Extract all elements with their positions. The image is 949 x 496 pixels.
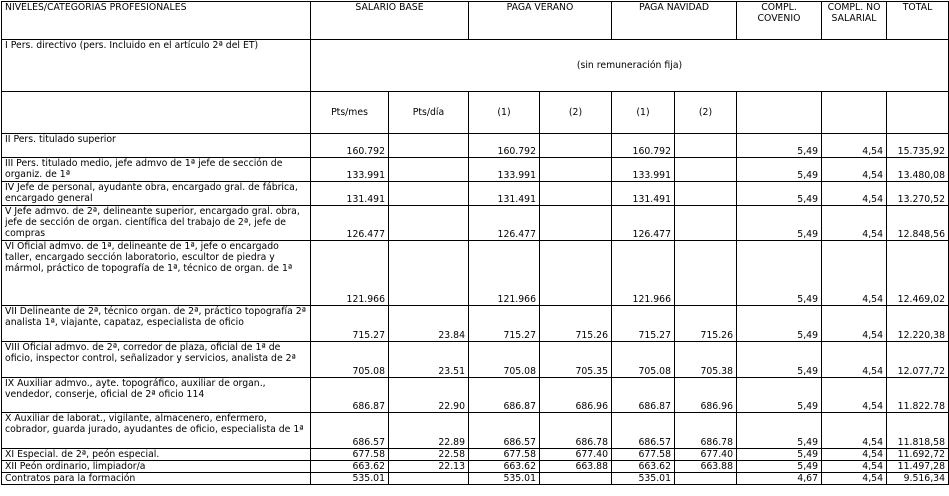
category-label: IX Auxiliar admvo., ayte. topográfico, auxiliar de organ., vendedor, conserje, oficial de 2ª oficio 114	[2, 378, 311, 413]
cell-verano-2	[540, 206, 612, 241]
cell-compl-convenio: 5,49	[737, 158, 822, 182]
cell-salario-pts-mes: 686.87	[311, 378, 389, 413]
cell-salario-pts-dia	[389, 182, 469, 206]
cell-navidad-2: 715.26	[675, 306, 737, 342]
cell-total: 12.469,02	[887, 241, 949, 306]
cell-salario-pts-mes: 126.477	[311, 206, 389, 241]
cell-navidad-2: 663.88	[675, 461, 737, 473]
cell-compl-convenio: 5,49	[737, 449, 822, 461]
cell-verano-2	[540, 158, 612, 182]
cell-compl-no-salarial: 4,54	[822, 473, 887, 485]
subheader-verano-2: (2)	[540, 92, 612, 134]
cell-verano-2	[540, 134, 612, 158]
cell-navidad-2: 705.38	[675, 342, 737, 378]
cell-verano-2	[540, 241, 612, 306]
category-label: XI Especial. de 2ª, peón especial.	[2, 449, 311, 461]
header-salario-base: SALARIO BASE	[311, 2, 469, 40]
table-row	[2, 473, 949, 485]
cell-total: 13.480,08	[887, 158, 949, 182]
cell-compl-convenio: 5,49	[737, 342, 822, 378]
cell-salario-pts-mes: 686.57	[311, 413, 389, 449]
cell-verano-1: 677.58	[469, 449, 540, 461]
cell-compl-convenio: 5,49	[737, 206, 822, 241]
cell-total: 15.735,92	[887, 134, 949, 158]
cell-compl-no-salarial: 4,54	[822, 342, 887, 378]
header-total: TOTAL	[887, 2, 949, 40]
cell-navidad-1: 126.477	[612, 206, 675, 241]
cell-compl-convenio: 5,49	[737, 134, 822, 158]
cell-navidad-1: 160.792	[612, 134, 675, 158]
cell-salario-pts-mes: 133.991	[311, 158, 389, 182]
cell-compl-no-salarial: 4,54	[822, 241, 887, 306]
header-row	[2, 2, 949, 40]
header-paga-verano: PAGA VERANO	[469, 2, 612, 40]
category-label: VIII Oficial admvo. de 2ª, corredor de plaza, oficial de 1ª de oficio, inspector control, señalizador y servicios, analista de 2ª	[2, 342, 311, 378]
cell-navidad-1: 686.87	[612, 378, 675, 413]
cell-compl-no-salarial: 4,54	[822, 461, 887, 473]
cell-salario-pts-dia	[389, 241, 469, 306]
category-label: Contratos para la formación	[2, 473, 311, 485]
cell-salario-pts-mes: 663.62	[311, 461, 389, 473]
cell-verano-2	[540, 473, 612, 485]
cell-navidad-2: 677.40	[675, 449, 737, 461]
cell-navidad-1: 133.991	[612, 158, 675, 182]
category-label: V Jefe admvo. de 2ª, delineante superior, encargado gral. obra, jefe de sección de organ. científica del trabajo de 2ª, jefe de compras	[2, 206, 311, 241]
cell-salario-pts-mes: 160.792	[311, 134, 389, 158]
cell-salario-pts-dia: 22.58	[389, 449, 469, 461]
table-row	[2, 342, 949, 378]
cell-navidad-1: 677.58	[612, 449, 675, 461]
cell-salario-pts-dia: 22.13	[389, 461, 469, 473]
cell-verano-1: 686.87	[469, 378, 540, 413]
subheader-row	[2, 92, 949, 134]
cell-compl-no-salarial: 4,54	[822, 206, 887, 241]
cell-navidad-1: 705.08	[612, 342, 675, 378]
category-label: I Pers. directivo (pers. Incluido en el artículo 2ª del ET)	[2, 40, 311, 92]
cell-salario-pts-dia	[389, 134, 469, 158]
cell-verano-2: 705.35	[540, 342, 612, 378]
subheader-pts-mes: Pts/mes	[311, 92, 389, 134]
cell-compl-no-salarial: 4,54	[822, 378, 887, 413]
table-row	[2, 241, 949, 306]
table-row-directivo	[2, 40, 949, 92]
cell-navidad-2	[675, 158, 737, 182]
table-row	[2, 413, 949, 449]
cell-salario-pts-dia	[389, 158, 469, 182]
table-row	[2, 378, 949, 413]
salary-rows	[2, 134, 949, 485]
cell-navidad-1: 686.57	[612, 413, 675, 449]
cell-verano-1: 535.01	[469, 473, 540, 485]
cell-compl-convenio: 5,49	[737, 461, 822, 473]
cell-verano-1: 121.966	[469, 241, 540, 306]
cell-verano-2: 677.40	[540, 449, 612, 461]
cell-verano-1: 715.27	[469, 306, 540, 342]
subheader-pts-dia: Pts/día	[389, 92, 469, 134]
header-compl-convenio: COMPL. COVENIO	[737, 2, 822, 40]
cell-total: 11.818,58	[887, 413, 949, 449]
cell-salario-pts-dia: 23.51	[389, 342, 469, 378]
salary-table	[1, 1, 949, 485]
subheader-navidad-1: (1)	[612, 92, 675, 134]
cell-verano-2: 686.96	[540, 378, 612, 413]
cell-verano-1: 705.08	[469, 342, 540, 378]
cell-total: 11.692,72	[887, 449, 949, 461]
cell-salario-pts-dia: 22.90	[389, 378, 469, 413]
cell-salario-pts-mes: 705.08	[311, 342, 389, 378]
category-label: VII Delineante de 2ª, técnico organ. de 2ª, práctico topografía 2ª analista 1ª, viajante, capataz, especialista de oficio	[2, 306, 311, 342]
cell-salario-pts-mes: 121.966	[311, 241, 389, 306]
cell-total: 13.270,52	[887, 182, 949, 206]
table-row	[2, 182, 949, 206]
cell-verano-2: 715.26	[540, 306, 612, 342]
cell-compl-no-salarial: 4,54	[822, 413, 887, 449]
cell-compl-convenio: 5,49	[737, 378, 822, 413]
cell-compl-convenio: 5,49	[737, 182, 822, 206]
category-label: X Auxiliar de laborat., vigilante, almacenero, enfermero, cobrador, guarda jurado, ayudantes de oficio, especialista de 1ª	[2, 413, 311, 449]
cell-salario-pts-mes: 715.27	[311, 306, 389, 342]
cell-verano-1: 686.57	[469, 413, 540, 449]
table-row	[2, 449, 949, 461]
table-row	[2, 206, 949, 241]
cell-compl-no-salarial: 4,54	[822, 306, 887, 342]
cell-total: 11.822.78	[887, 378, 949, 413]
cell-navidad-2	[675, 473, 737, 485]
cell-salario-pts-dia	[389, 206, 469, 241]
cell-navidad-2	[675, 182, 737, 206]
cell-verano-1: 160.792	[469, 134, 540, 158]
cell-total: 11.497,28	[887, 461, 949, 473]
cell-navidad-1: 663.62	[612, 461, 675, 473]
cell-verano-1: 131.491	[469, 182, 540, 206]
cell-verano-2: 663.88	[540, 461, 612, 473]
cell-salario-pts-mes: 535.01	[311, 473, 389, 485]
cell-total: 12.848,56	[887, 206, 949, 241]
cell-verano-1: 663.62	[469, 461, 540, 473]
cell-navidad-1: 535.01	[612, 473, 675, 485]
cell-salario-pts-mes: 131.491	[311, 182, 389, 206]
cell-salario-pts-dia	[389, 473, 469, 485]
cell-compl-convenio: 5,49	[737, 413, 822, 449]
subheader-verano-1: (1)	[469, 92, 540, 134]
cell-verano-1: 133.991	[469, 158, 540, 182]
cell-total: 12.077,72	[887, 342, 949, 378]
category-label: VI Oficial admvo. de 1ª, delineante de 1ª, jefe o encargado taller, encargado sección laboratorio, escultor de piedra y mármol, práctico de topografía de 1ª, técnico de organ. de 1ª	[2, 241, 311, 306]
header-paga-navidad: PAGA NAVIDAD	[612, 2, 737, 40]
cell-total: 9.516,34	[887, 473, 949, 485]
table-row	[2, 134, 949, 158]
cell-navidad-2: 686.96	[675, 378, 737, 413]
cell-navidad-2	[675, 206, 737, 241]
cell-navidad-2	[675, 241, 737, 306]
cell-salario-pts-dia: 23.84	[389, 306, 469, 342]
category-label: XII Peón ordinario, limpiador/a	[2, 461, 311, 473]
cell-navidad-1: 715.27	[612, 306, 675, 342]
cell-verano-2: 686.78	[540, 413, 612, 449]
cell-compl-convenio: 4,67	[737, 473, 822, 485]
subheader-navidad-2: (2)	[675, 92, 737, 134]
cell-navidad-2	[675, 134, 737, 158]
cell-compl-convenio: 5,49	[737, 306, 822, 342]
cell-navidad-2: 686.78	[675, 413, 737, 449]
table-row	[2, 158, 949, 182]
category-label: III Pers. titulado medio, jefe admvo de 1ª jefe de sección de organiz. de 1ª	[2, 158, 311, 182]
cell-salario-pts-dia: 22.89	[389, 413, 469, 449]
cell-compl-no-salarial: 4,54	[822, 182, 887, 206]
header-category: NIVELES/CATEGORIAS PROFESIONALES	[2, 2, 311, 40]
cell-verano-2	[540, 182, 612, 206]
cell-navidad-1: 121.966	[612, 241, 675, 306]
table-row	[2, 306, 949, 342]
cell-verano-1: 126.477	[469, 206, 540, 241]
category-label: IV Jefe de personal, ayudante obra, encargado gral. de fábrica, encargado general	[2, 182, 311, 206]
sin-remuneracion-note: (sin remuneración fija)	[311, 40, 949, 92]
category-label: II Pers. titulado superior	[2, 134, 311, 158]
cell-compl-no-salarial: 4,54	[822, 134, 887, 158]
table-row	[2, 461, 949, 473]
cell-compl-no-salarial: 4,54	[822, 449, 887, 461]
cell-navidad-1: 131.491	[612, 182, 675, 206]
cell-compl-no-salarial: 4,54	[822, 158, 887, 182]
cell-salario-pts-mes: 677.58	[311, 449, 389, 461]
cell-total: 12.220,38	[887, 306, 949, 342]
header-compl-no-salarial: COMPL. NO SALARIAL	[822, 2, 887, 40]
cell-compl-convenio: 5,49	[737, 241, 822, 306]
